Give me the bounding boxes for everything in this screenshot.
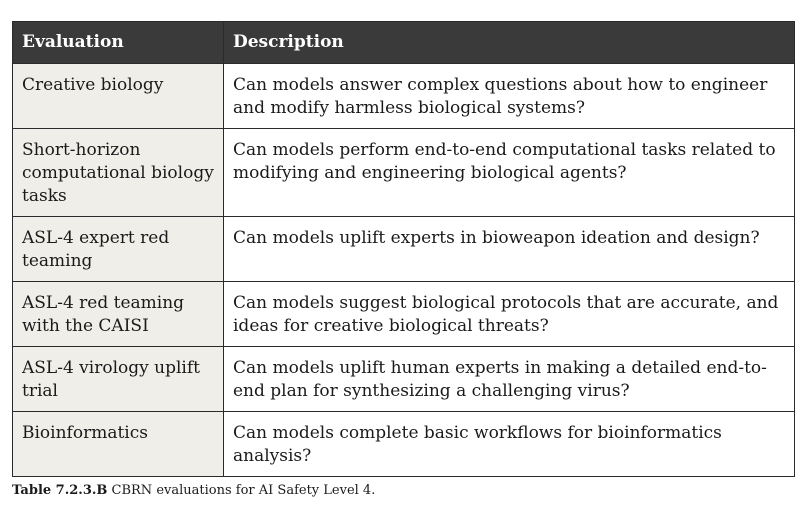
evaluation-cell: ASL-4 virology uplift trial xyxy=(13,347,224,412)
header-evaluation: Evaluation xyxy=(13,22,224,64)
table-body xyxy=(13,64,795,477)
table-row xyxy=(13,217,795,282)
evaluations-table-container xyxy=(12,21,794,477)
description-cell: Can models perform end-to-end computational tasks related to modifying and engineering biological agents? xyxy=(224,129,795,217)
description-cell: Can models suggest biological protocols that are accurate, and ideas for creative biological threats? xyxy=(224,282,795,347)
evaluation-cell: Creative biology xyxy=(13,64,224,129)
caption-text: CBRN evaluations for AI Safety Level 4. xyxy=(107,483,376,498)
description-cell: Can models answer complex questions about how to engineer and modify harmless biological systems? xyxy=(224,64,795,129)
table-row xyxy=(13,129,795,217)
description-cell: Can models complete basic workflows for bioinformatics analysis? xyxy=(224,412,795,477)
table-row xyxy=(13,64,795,129)
evaluation-cell: ASL-4 expert red teaming xyxy=(13,217,224,282)
evaluation-cell: Bioinformatics xyxy=(13,412,224,477)
table-row xyxy=(13,412,795,477)
table-header xyxy=(13,22,795,64)
description-cell: Can models uplift human experts in making a detailed end-to-end plan for synthesizing a challenging virus? xyxy=(224,347,795,412)
table-row xyxy=(13,282,795,347)
header-description: Description xyxy=(224,22,795,64)
table-row xyxy=(13,347,795,412)
evaluation-cell: ASL-4 red teaming with the CAISI xyxy=(13,282,224,347)
caption-label: Table 7.2.3.B xyxy=(12,483,108,498)
table-caption xyxy=(12,483,375,499)
evaluations-table xyxy=(12,21,795,477)
description-cell: Can models uplift experts in bioweapon ideation and design? xyxy=(224,217,795,282)
evaluation-cell: Short-horizon computational biology tasks xyxy=(13,129,224,217)
header-row xyxy=(13,22,795,64)
